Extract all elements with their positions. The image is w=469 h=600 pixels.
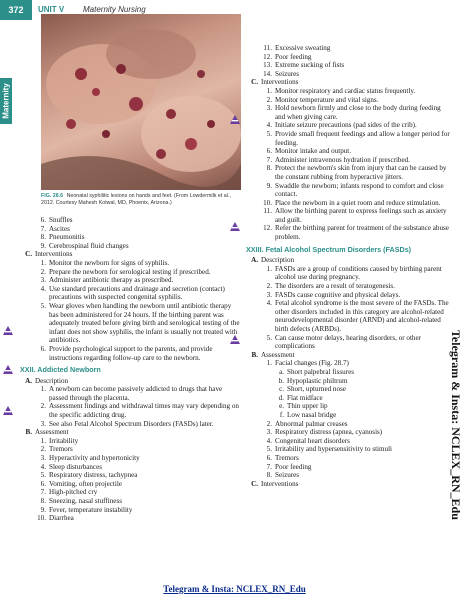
list-item: [246, 402, 451, 411]
list-item: [20, 506, 242, 515]
item-marker: 2.: [266, 419, 272, 428]
item-text: Extreme sucking of fists: [275, 61, 345, 70]
item-text: Monitor intake and output.: [275, 147, 352, 156]
list-item: [20, 437, 242, 446]
item-marker: d.: [278, 393, 284, 402]
item-text: Monitor temperature and vital signs.: [275, 95, 379, 104]
item-text: Tremors: [275, 453, 299, 462]
list-item: [20, 463, 242, 472]
item-marker: A.: [25, 376, 32, 385]
list-item: [20, 285, 242, 302]
item-marker: 6.: [40, 216, 46, 224]
item-marker: 2.: [266, 95, 272, 104]
list-item: [246, 454, 451, 463]
list-item: [246, 164, 451, 181]
item-marker: 4.: [266, 121, 272, 130]
item-marker: 9.: [40, 505, 46, 514]
list-item: [246, 265, 451, 282]
item-text: Fever, temperature instability: [49, 505, 133, 514]
item-text: Refer the birthing parent for treatment of the substance abuse problem.: [275, 224, 449, 242]
list-item: [246, 199, 451, 208]
outline-heading: [246, 480, 451, 489]
outline-heading: [20, 377, 242, 386]
item-text: Allow the birthing parent to express feelings such as anxiety and guilt.: [275, 207, 447, 224]
item-text: The disorders are a result of teratogenesis.: [275, 282, 395, 291]
list-item: [20, 514, 242, 523]
item-text: Administer intravenous hydration if prescribed.: [275, 155, 410, 164]
item-text: Use standard precautions and drainage and secretion (contact) precautions with suspected congenital syphilis.: [49, 284, 225, 302]
item-marker: 5.: [40, 471, 46, 480]
item-text: Interventions: [35, 250, 73, 259]
list-item: [246, 44, 451, 53]
item-text: Can cause motor delays, hearing disorders, or other complications: [275, 333, 421, 351]
list-item: [246, 385, 451, 394]
list-item: [246, 299, 451, 333]
list-item: [246, 104, 451, 121]
list-item: [20, 454, 242, 463]
list-item: [246, 437, 451, 446]
item-marker: 4.: [40, 284, 46, 293]
list-item: [20, 216, 242, 225]
item-text: Assessment: [35, 428, 69, 437]
list-item: [246, 394, 451, 403]
item-marker: 4.: [266, 299, 272, 308]
priority-alert-icon: [230, 222, 240, 231]
list-item: [20, 345, 242, 362]
item-marker: 4.: [40, 462, 46, 471]
item-text: Fetal alcohol syndrome is the most severe of the FASDs. The other disorders included in this category are alcohol-related neurodevelopmental disorder (ARND) and alcohol-related birth defects (ARBDs).: [275, 299, 449, 333]
list-item: [246, 411, 451, 420]
item-text: Hyperactivity and hypertonicity: [49, 454, 140, 463]
item-marker: 7.: [266, 462, 272, 471]
item-text: Poor feeding: [275, 462, 312, 471]
list-item: [246, 207, 451, 224]
list-item: [20, 302, 242, 345]
item-marker: 1.: [40, 385, 46, 394]
item-marker: 5.: [266, 333, 272, 342]
item-marker: 1.: [266, 264, 272, 273]
item-text: Prepare the newborn for serological testing if prescribed.: [49, 267, 211, 276]
item-marker: 9.: [266, 181, 272, 190]
item-marker: 1.: [266, 86, 272, 95]
left-column: [20, 216, 242, 523]
item-text: High-pitched cry: [49, 488, 98, 497]
item-marker: 1.: [266, 359, 272, 368]
outline-heading: [20, 250, 242, 259]
item-text: Tremors: [49, 445, 73, 454]
section-heading: XXIII. Fetal Alcohol Spectrum Disorders (FASDs): [246, 244, 412, 254]
item-marker: B.: [25, 428, 32, 437]
page-number: 372: [0, 0, 32, 20]
item-text: Diarrhea: [49, 514, 74, 523]
list-item: [246, 156, 451, 165]
neonatal-lesions-photo: [41, 14, 241, 190]
item-marker: 7.: [40, 224, 46, 233]
item-text: A newborn can become passively addicted to drugs that have passed through the placenta.: [49, 385, 223, 402]
item-text: Swaddle the newborn; infants respond to comfort and close contact.: [275, 181, 444, 199]
item-text: Assessment: [261, 350, 295, 359]
item-text: Assessment findings and withdrawal times may vary depending on the specific addicting drug.: [49, 402, 239, 420]
list-item: [246, 377, 451, 386]
item-marker: 5.: [266, 445, 272, 454]
list-item: [20, 402, 242, 419]
list-item: [246, 53, 451, 62]
list-item: [20, 445, 242, 454]
item-marker: 2.: [40, 445, 46, 454]
item-text: Administer antibiotic therapy as prescribed.: [49, 276, 174, 285]
book-title: Maternity Nursing: [83, 5, 146, 14]
item-marker: 13.: [263, 61, 272, 70]
item-marker: 10.: [37, 514, 46, 523]
list-item: [246, 61, 451, 70]
list-item: [246, 182, 451, 199]
item-marker: 9.: [40, 241, 46, 250]
right-column: [246, 44, 451, 488]
list-item: [20, 225, 242, 234]
item-marker: 3.: [40, 276, 46, 285]
list-item: [246, 463, 451, 472]
item-text: Provide psychological support to the parents, and provide instructions regarding follow-up care to the newborn.: [49, 344, 213, 362]
item-text: Monitor respiratory and cardiac status frequently.: [275, 86, 416, 95]
item-text: Ascites: [49, 224, 70, 233]
item-text: Sneezing, nasal stuffiness: [49, 497, 122, 505]
priority-alert-icon: [230, 115, 240, 124]
vertical-watermark: [445, 330, 467, 600]
item-marker: 1.: [40, 258, 46, 267]
item-text: Short, upturned nose: [287, 385, 346, 394]
item-marker: 6.: [40, 479, 46, 488]
item-marker: 1.: [40, 436, 46, 445]
item-marker: A.: [251, 256, 258, 265]
list-item: [20, 242, 242, 251]
item-marker: 2.: [40, 402, 46, 411]
item-marker: 4.: [266, 436, 272, 445]
bottom-watermark[interactable]: Telegram & Insta: NCLEX_RN_Edu: [163, 584, 306, 594]
outline-heading: [246, 351, 451, 360]
priority-alert-icon: [230, 335, 240, 344]
item-marker: 6.: [40, 344, 46, 353]
item-text: Description: [261, 256, 295, 265]
item-text: Facial changes (Fig. 28.7): [275, 359, 349, 368]
item-text: Respiratory distress, tachypnea: [49, 471, 138, 480]
item-text: Sleep disturbances: [49, 462, 102, 471]
list-item: [20, 259, 242, 268]
item-text: Provide small frequent feedings and allow a longer period for feeding.: [275, 129, 450, 147]
item-marker: 14.: [263, 69, 272, 78]
item-text: Low nasal bridge: [287, 410, 337, 419]
item-marker: 5.: [266, 129, 272, 138]
item-text: FASDs are a group of conditions caused by birthing parent alcohol use during pregnancy.: [275, 264, 442, 282]
figure-caption: [41, 193, 241, 207]
item-text: Irritability: [49, 436, 79, 445]
item-marker: 3.: [40, 419, 46, 428]
priority-alert-icon: [3, 406, 13, 415]
list-item: [20, 233, 242, 242]
item-marker: 6.: [266, 147, 272, 156]
item-text: Description: [35, 376, 69, 385]
list-item: [20, 276, 242, 285]
item-text: Respiratory distress (apnea, cyanosis): [275, 428, 383, 437]
item-text: Interventions: [261, 479, 299, 488]
list-item: [246, 420, 451, 429]
item-text: Excessive sweating: [275, 44, 331, 52]
item-text: Place the newborn in a quiet room and reduce stimulation.: [275, 198, 441, 207]
list-item: [246, 121, 451, 130]
item-text: Vomiting, often projectile: [49, 479, 122, 488]
list-item: [246, 224, 451, 241]
list-item: [20, 268, 242, 277]
item-marker: 12.: [263, 52, 272, 61]
item-text: Irritability and hypersensitivity to stimuli: [275, 445, 393, 454]
item-marker: 8.: [266, 164, 272, 173]
item-text: FASDs cause cognitive and physical delays.: [275, 290, 401, 299]
list-item: [246, 471, 451, 480]
item-text: Congenital heart disorders: [275, 436, 350, 445]
item-marker: 7.: [266, 155, 272, 164]
item-marker: 6.: [266, 453, 272, 462]
item-text: Seizures: [275, 471, 300, 480]
list-item: [246, 70, 451, 79]
list-item: [246, 428, 451, 437]
item-text: Monitor the newborn for signs of syphilis.: [49, 258, 169, 267]
list-item: [246, 130, 451, 147]
item-marker: 8.: [266, 471, 272, 480]
list-item: [246, 96, 451, 105]
list-item: [246, 291, 451, 300]
priority-alert-icon: [3, 365, 13, 374]
list-item: [20, 480, 242, 489]
list-item: [246, 359, 451, 368]
item-text: Interventions: [261, 78, 299, 87]
side-tab-label: Maternity: [1, 83, 11, 119]
item-marker: 3.: [266, 104, 272, 113]
figure-caption-text: Neonatal syphilitic lesions on hands and feet. (From Lowdermilk et al., 2012. Courtesy Mahesh Kotwal, MD, Phoenix, Arizona.): [41, 193, 231, 206]
item-marker: c.: [279, 385, 284, 394]
item-marker: 3.: [266, 290, 272, 299]
item-text: Hypoplastic philtrum: [287, 376, 348, 385]
item-marker: 3.: [40, 454, 46, 463]
item-marker: C.: [25, 250, 32, 259]
item-text: See also Fetal Alcohol Spectrum Disorders (FASDs) later.: [49, 419, 214, 428]
list-item: [246, 445, 451, 454]
item-text: Short palpebral fissures: [287, 367, 354, 376]
item-marker: a.: [279, 367, 284, 376]
item-text: Snuffles: [49, 216, 73, 224]
list-item: [246, 282, 451, 291]
item-marker: 2.: [266, 282, 272, 291]
item-text: Cerebrospinal fluid changes: [49, 241, 129, 250]
item-marker: 12.: [263, 224, 272, 233]
vertical-watermark-text: Telegram & Insta: NCLEX_RN_Edu: [449, 330, 463, 520]
item-marker: C.: [251, 78, 258, 87]
outline-heading: [246, 78, 451, 87]
item-marker: 5.: [40, 301, 46, 310]
item-marker: C.: [251, 479, 258, 488]
list-item: [20, 488, 242, 497]
item-marker: B.: [251, 350, 258, 359]
item-text: Hold newborn firmly and close to the body during feeding and when giving care.: [275, 104, 441, 121]
item-marker: e.: [279, 402, 284, 411]
section-side-tab: [0, 78, 12, 124]
outline-heading: [20, 428, 242, 437]
item-marker: 7.: [40, 488, 46, 497]
priority-alert-icon: [3, 326, 13, 335]
item-text: Poor feeding: [275, 52, 312, 61]
section-heading: XXII. Addicted Newborn: [20, 365, 101, 375]
figure-photo: [41, 14, 241, 190]
item-text: Seizures: [275, 69, 300, 78]
item-marker: 11.: [263, 207, 272, 216]
item-text: Flat midface: [287, 393, 323, 402]
list-item: [246, 368, 451, 377]
list-item: [20, 471, 242, 480]
item-text: Initiate seizure precautions (pad sides of the crib).: [275, 121, 417, 130]
list-item: [246, 147, 451, 156]
list-item: [20, 497, 242, 506]
item-text: Pneumonitis: [49, 233, 85, 242]
item-marker: 8.: [40, 233, 46, 242]
item-text: Protect the newborn's skin from injury that can be caused by the constant rubbing from hyperactive jitters.: [275, 164, 447, 181]
item-marker: 11.: [263, 44, 272, 52]
list-item: [246, 87, 451, 96]
figure-label: FIG. 28.6: [41, 193, 64, 199]
unit-label: UNIT V: [38, 5, 65, 14]
list-item: [20, 385, 242, 402]
item-text: Abnormal palmar creases: [275, 419, 348, 428]
list-item: [20, 420, 242, 429]
item-marker: 10.: [263, 198, 272, 207]
item-text: Wear gloves when handling the newborn until antibiotic therapy has been administered for 24 hours. If the birthing parent was adequately treated before giving birth and serological testing of the infant does not show syphilis, the infant is usually not treated with antibiotics.: [49, 301, 240, 345]
item-marker: 8.: [40, 497, 46, 505]
item-marker: f.: [279, 410, 284, 419]
item-marker: 3.: [266, 428, 272, 437]
list-item: [246, 334, 451, 351]
item-marker: 2.: [40, 267, 46, 276]
outline-heading: [246, 256, 451, 265]
item-text: Thin upper lip: [287, 402, 328, 411]
item-marker: b.: [278, 376, 284, 385]
